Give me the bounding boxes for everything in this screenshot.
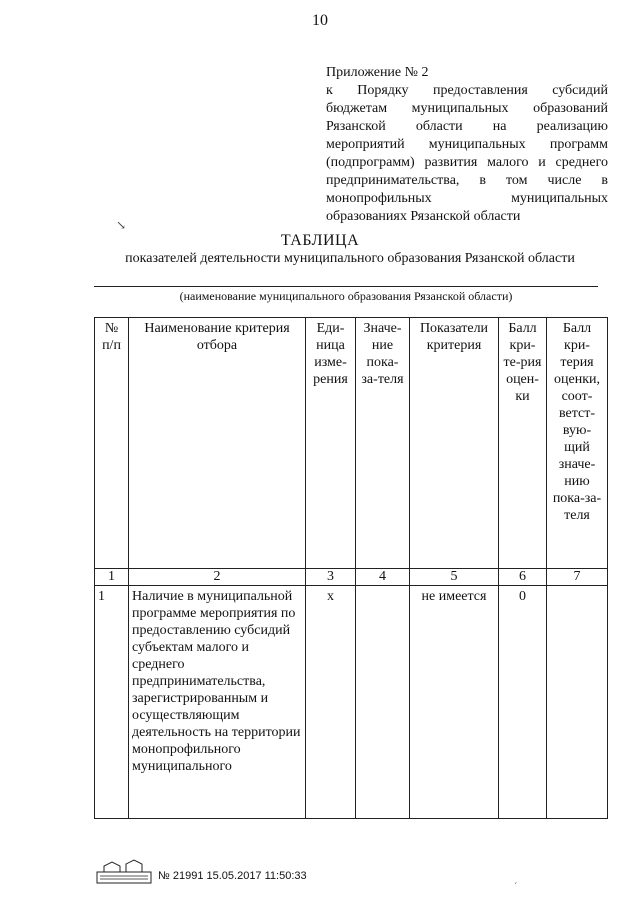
header-number: № п/п <box>95 318 129 569</box>
column-number-row <box>95 569 608 586</box>
row-score: 0 <box>499 586 547 819</box>
header-criterion: Наименование критерия отбора <box>129 318 306 569</box>
municipality-caption: (наименование муниципального образования Рязанской области) <box>179 289 513 303</box>
column-number: 4 <box>356 569 410 586</box>
header-indicator: Показатели критерия <box>410 318 499 569</box>
column-number: 7 <box>547 569 608 586</box>
table-subtitle: показателей деятельности муниципального образования Рязанской области <box>125 251 575 266</box>
header-value: Значе-ние пока-за-теля <box>356 318 410 569</box>
footer <box>96 858 356 888</box>
row-unit: x <box>306 586 356 819</box>
scan-mark: ´ <box>514 882 518 893</box>
header-score: Балл кри-те-рия оцен-ки <box>499 318 547 569</box>
row-number: 1 <box>95 586 129 819</box>
row-indicator: не имеется <box>410 586 499 819</box>
appendix-body: к Порядку предоставления субсидий бюджетам муниципальных образований Рязанской области на реализацию мероприятий муниципальных программ (подпрограмм) развития малого и среднего предпринимательства, в том числе в монопрофильных муниципальных образованиях Рязанской области <box>326 83 608 224</box>
table-title: ТАБЛИЦА <box>280 232 360 249</box>
table-header-row <box>95 318 608 569</box>
column-number: 5 <box>410 569 499 586</box>
handwritten-mark: ↘ <box>116 218 127 232</box>
row-criterion: Наличие в муниципальной программе мероприятия по предоставлению субсидий субъектам малого и среднего предпринимательства, зарегистрированным и осуществляющим деятельность на территории монопрофильного муниципального <box>129 586 306 819</box>
row-matching-score <box>547 586 608 819</box>
column-number: 3 <box>306 569 356 586</box>
municipality-name-line <box>94 286 598 287</box>
column-number: 6 <box>499 569 547 586</box>
registration-info: № 21991 15.05.2017 11:50:33 <box>158 870 307 882</box>
header-matching-score: Балл кри-терия оценки, соот-ветст-вую-щий значе-нию пока-за-теля <box>547 318 608 569</box>
appendix-block <box>326 64 608 226</box>
appendix-title: Приложение № 2 <box>326 65 429 80</box>
table-row <box>95 586 608 819</box>
header-unit: Еди-ница изме-рения <box>306 318 356 569</box>
column-number: 1 <box>95 569 129 586</box>
column-number: 2 <box>129 569 306 586</box>
registry-stamp-icon <box>96 858 152 884</box>
page-number: 10 <box>312 12 328 29</box>
row-value <box>356 586 410 819</box>
criteria-table <box>94 317 608 819</box>
